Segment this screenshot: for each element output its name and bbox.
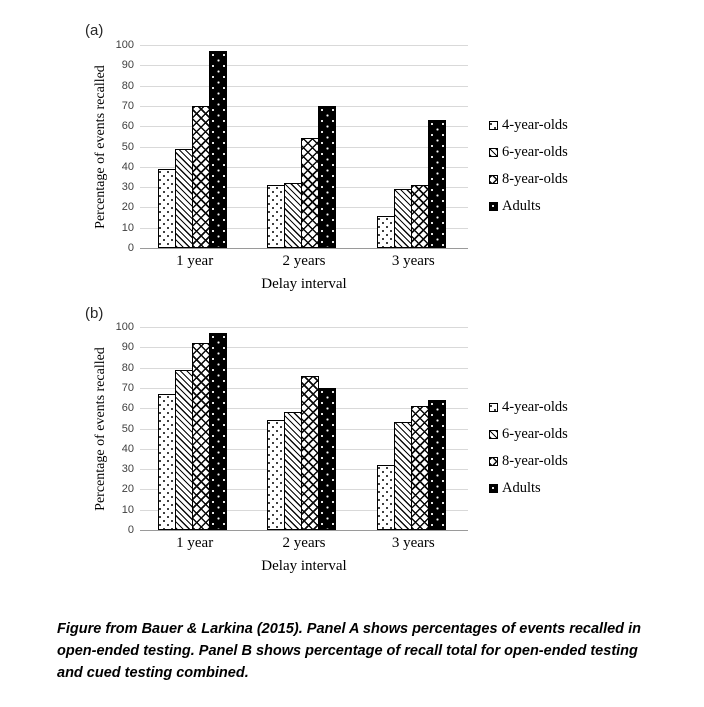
panel-b-legend-label-4-year-olds: 4-year-olds [502,399,568,415]
panel-a-bar-Adults-1 year [209,51,227,248]
panel-b-xtick-1 year: 1 year [176,535,214,551]
panel-a-bars-layer [140,45,468,248]
panel-a-legend-swatch-8-year-olds [489,175,498,184]
panel-b-legend-label-Adults: Adults [502,480,541,496]
panel-a-bar-8-year-olds-2 years [301,138,319,248]
panel-b-legend-swatch-Adults [489,484,498,493]
panel-b-legend [489,400,649,508]
panel-a-ytick-50: 50 [121,140,134,153]
panel-a-legend-swatch-Adults [489,202,498,211]
panel-a-ytick-90: 90 [121,59,134,72]
panel-a-group-3 years [377,120,450,248]
panel-b-group-1 year [158,333,231,530]
panel-a-legend-item-6-year-olds [489,145,649,160]
panel-a-legend-label-8-year-olds: 8-year-olds [502,171,568,187]
panel-a-legend-label-4-year-olds: 4-year-olds [502,117,568,133]
panel-a-ytick-100: 100 [115,39,134,51]
panel-b-legend-item-8-year-olds [489,454,649,469]
panel-b-bar-8-year-olds-2 years [301,376,319,530]
panel-a-bar-6-year-olds-3 years [394,189,412,248]
panel-b-ytick-0: 0 [127,524,134,536]
panel-b-bar-8-year-olds-1 year [192,343,210,530]
panel-a-bar-4-year-olds-3 years [377,216,395,248]
panel-a-bar-4-year-olds-1 year [158,169,176,248]
figure-caption: Figure from Bauer & Larkina (2015). Panel A shows percentages of events recalled in open-ended testing. Panel B shows percentage of recall total for open-ended testing and cued testing combined. [57,621,641,681]
panel-a-bar-8-year-olds-3 years [411,185,429,248]
panel-a-ytick-0: 0 [127,242,134,254]
panel-b-x-axis-title: Delay interval [261,558,347,574]
panel-b-legend-swatch-4-year-olds [489,403,498,412]
panel-b-bar-4-year-olds-1 year [158,394,176,530]
panel-a-xtick-3 years: 3 years [391,253,435,269]
panel-a-legend [489,118,649,226]
panel-a-legend-item-Adults [489,199,649,214]
panel-a-xtick-1 year: 1 year [176,253,214,269]
panel-a-label: (a) [85,22,104,39]
panel-a-bar-Adults-3 years [428,120,446,248]
panel-b-ytick-100: 100 [115,321,134,333]
panel-b-bar-6-year-olds-2 years [284,412,302,530]
panel-a-group-2 years [267,106,340,248]
panel-b-bar-6-year-olds-3 years [394,422,412,530]
panel-a-legend-label-Adults: Adults [502,198,541,214]
panel-a-plot-area [93,39,568,292]
panel-a-bar-8-year-olds-1 year [192,106,210,248]
panel-b-bar-Adults-3 years [428,400,446,530]
panel-b-ytick-90: 90 [121,341,134,354]
panel-b-ytick-70: 70 [121,381,134,394]
panel-a-bar-6-year-olds-2 years [284,183,302,248]
panel-b-ytick-80: 80 [121,361,134,374]
panel-b-ytick-50: 50 [121,422,134,435]
panel-b-plot-area [93,321,568,574]
panel-b-legend-item-Adults [489,481,649,496]
panel-b-xtick-2 years: 2 years [282,535,326,551]
panel-b-ytick-30: 30 [121,463,134,476]
panel-a-ytick-70: 70 [121,99,134,112]
panel-b-label: (b) [85,305,104,322]
panel-b-ytick-10: 10 [121,503,134,516]
panel-b-bar-6-year-olds-1 year [175,370,193,530]
panel-a-ytick-60: 60 [121,120,134,133]
panel-a-ytick-40: 40 [121,160,134,173]
panel-b-legend-label-8-year-olds: 8-year-olds [502,453,568,469]
panel-a-ytick-10: 10 [121,221,134,234]
panel-a-legend-item-8-year-olds [489,172,649,187]
panel-b-legend-swatch-6-year-olds [489,430,498,439]
panel-a-bar-4-year-olds-2 years [267,185,285,248]
panel-b-y-axis-title: Percentage of events recalled [93,346,108,511]
panel-a-y-axis-title: Percentage of events recalled [93,64,108,229]
panel-b-legend-item-4-year-olds [489,400,649,415]
panel-a-ytick-80: 80 [121,79,134,92]
panel-b-bar-8-year-olds-3 years [411,406,429,530]
panel-b-ytick-60: 60 [121,402,134,415]
panel-a-xtick-2 years: 2 years [282,253,326,269]
panel-b-ytick-20: 20 [121,483,134,496]
panel-b-group-3 years [377,400,450,530]
panel-b-legend-label-6-year-olds: 6-year-olds [502,426,568,442]
panel-a-legend-item-4-year-olds [489,118,649,133]
panel-b-legend-swatch-8-year-olds [489,457,498,466]
panel-b-xtick-3 years: 3 years [391,535,435,551]
panel-b-ytick-40: 40 [121,442,134,455]
panel-a-bar-Adults-2 years [318,106,336,248]
panel-b-bar-4-year-olds-2 years [267,420,285,530]
panel-b-legend-item-6-year-olds [489,427,649,442]
panel-b-bar-Adults-2 years [318,388,336,530]
panel-a-x-axis-title: Delay interval [261,276,347,292]
panel-b-bar-Adults-1 year [209,333,227,530]
panel-a-x-tick-labels [140,253,468,270]
panel-a-legend-swatch-4-year-olds [489,121,498,130]
panel-b-x-tick-labels [140,535,468,552]
panel-a-ytick-30: 30 [121,181,134,194]
panel-a-ytick-20: 20 [121,201,134,214]
panel-a-bar-6-year-olds-1 year [175,149,193,248]
panel-b-bar-4-year-olds-3 years [377,465,395,530]
panel-a-legend-swatch-6-year-olds [489,148,498,157]
panel-b-group-2 years [267,376,340,530]
panel-b-bars-layer [140,327,468,530]
panel-a-group-1 year [158,51,231,248]
panel-a-legend-label-6-year-olds: 6-year-olds [502,144,568,160]
